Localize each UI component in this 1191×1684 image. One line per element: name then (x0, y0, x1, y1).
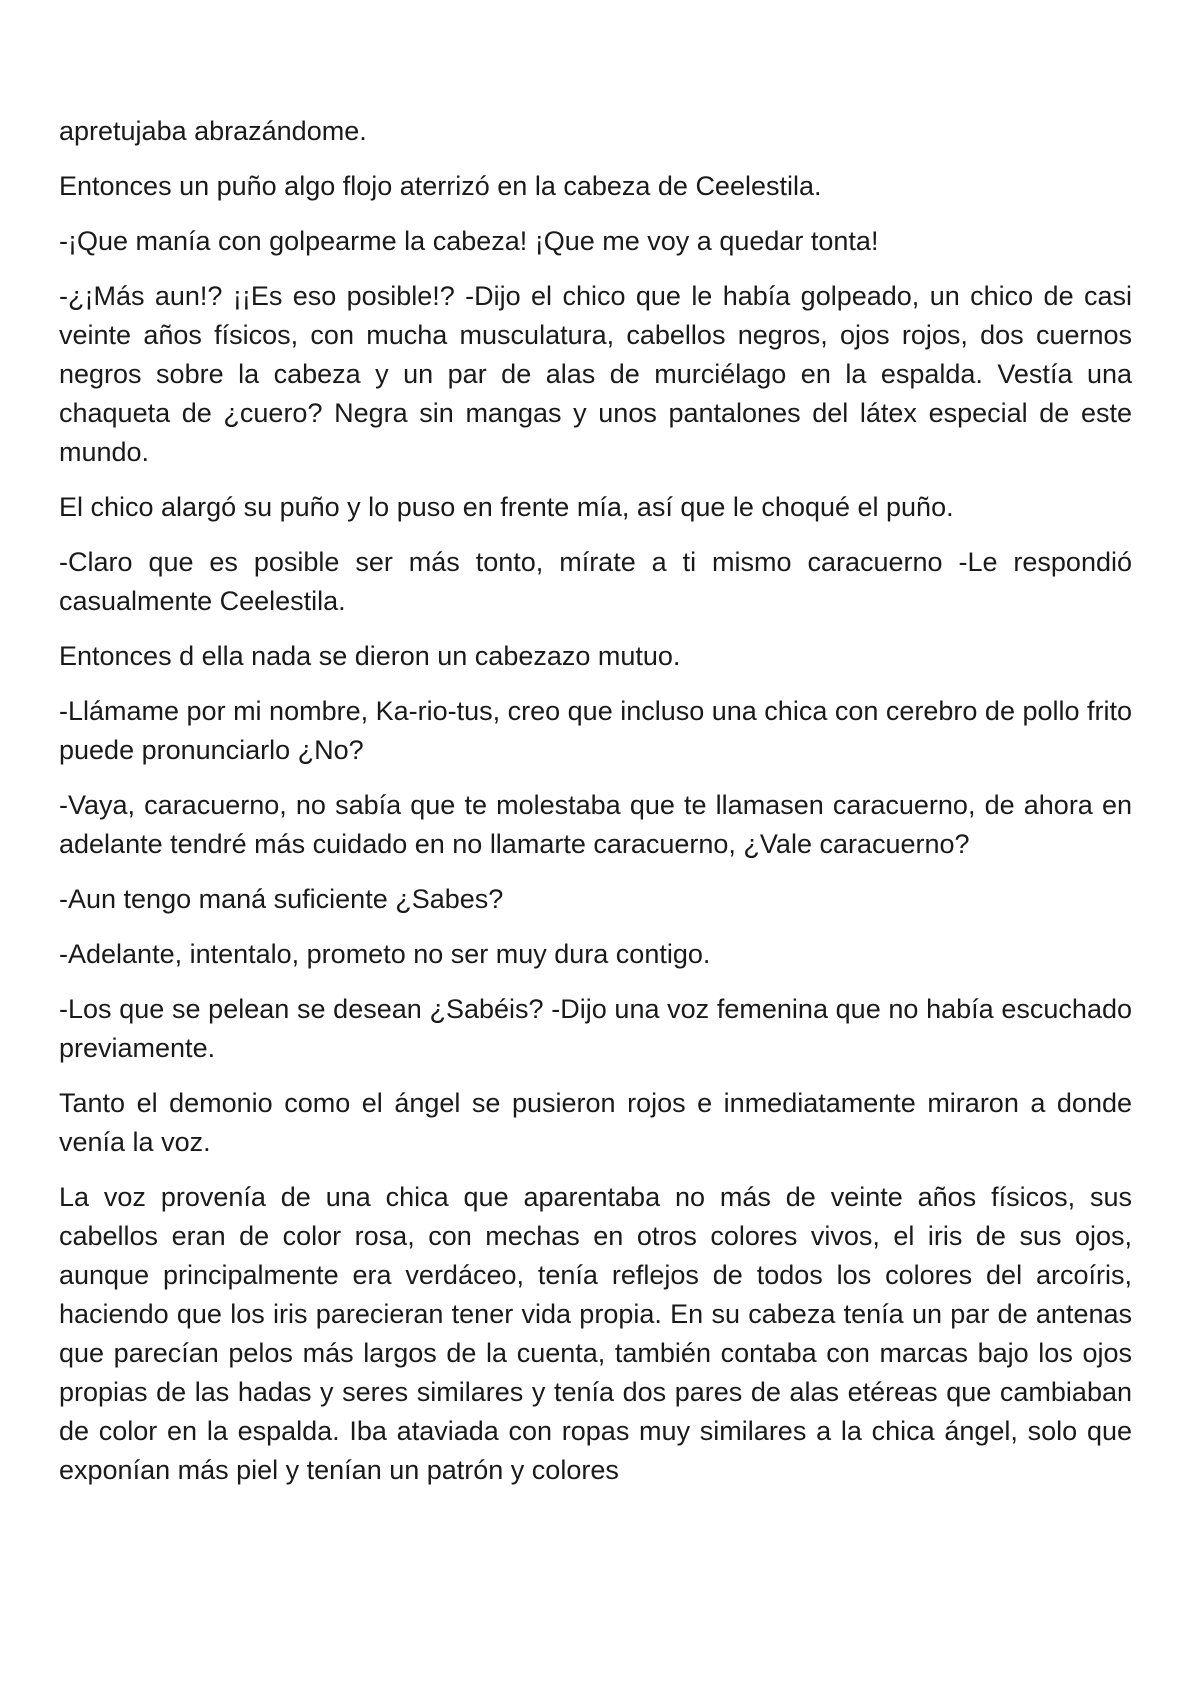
paragraph-5: El chico alargó su puño y lo puso en frente mía, así que le choqué el puño. (59, 492, 954, 522)
paragraph-14: La voz provenía de una chica que aparentaba no más de veinte años físicos, sus cabellos eran de color rosa, con mechas en otros colores vivos, el iris de sus ojos, aunque principalmente era verdáceo, tenía reflejos de todos los colores del arcoíris, haciendo que los iris parecieran tener vida propia. En su cabeza tenía un par de antenas que parecían pelos más largos de la cuenta, también contaba con marcas bajo los ojos propias de las hadas y seres similares y tenía dos pares de alas etéreas que cambiaban de color en la espalda. Iba ataviada con ropas muy similares a la chica ángel, solo que exponían más piel y tenían un patrón y colores (59, 1182, 1132, 1485)
paragraph-9: -Vaya, caracuerno, no sabía que te molestaba que te llamasen caracuerno, de ahora en adelante tendré más cuidado en no llamarte caracuerno, ¿Vale caracuerno? (59, 790, 1132, 859)
paragraph-11: -Adelante, intentalo, prometo no ser muy dura contigo. (59, 939, 711, 969)
paragraph-1: apretujaba abrazándome. (59, 116, 367, 146)
paragraph-2: Entonces un puño algo flojo aterrizó en la cabeza de Ceelestila. (59, 171, 822, 201)
paragraph-7: Entonces d ella nada se dieron un cabezazo mutuo. (59, 641, 681, 671)
paragraph-12: -Los que se pelean se desean ¿Sabéis? -Dijo una voz femenina que no había escuchado previamente. (59, 994, 1132, 1063)
paragraph-13: Tanto el demonio como el ángel se pusieron rojos e inmediatamente miraron a donde venía la voz. (59, 1088, 1132, 1157)
paragraph-8: -Llámame por mi nombre, Ka-rio-tus, creo que incluso una chica con cerebro de pollo frito puede pronunciarlo ¿No? (59, 696, 1133, 765)
paragraph-3: -¡Que manía con golpearme la cabeza! ¡Que me voy a quedar tonta! (59, 226, 879, 256)
document-page (59, 112, 1132, 1490)
paragraph-10: -Aun tengo maná suficiente ¿Sabes? (59, 884, 504, 914)
paragraph-4: -¿¡Más aun!? ¡¡Es eso posible!? -Dijo el chico que le había golpeado, un chico de casi veinte años físicos, con mucha musculatura, cabellos negros, ojos rojos, dos cuernos negros sobre la cabeza y un par de alas de murciélago en la espalda. Vestía una chaqueta de ¿cuero? Negra sin mangas y unos pantalones del látex especial de este mundo. (59, 281, 1132, 467)
paragraph-6: -Claro que es posible ser más tonto, mírate a ti mismo caracuerno -Le respondió casualmente Ceelestila. (59, 547, 1132, 616)
